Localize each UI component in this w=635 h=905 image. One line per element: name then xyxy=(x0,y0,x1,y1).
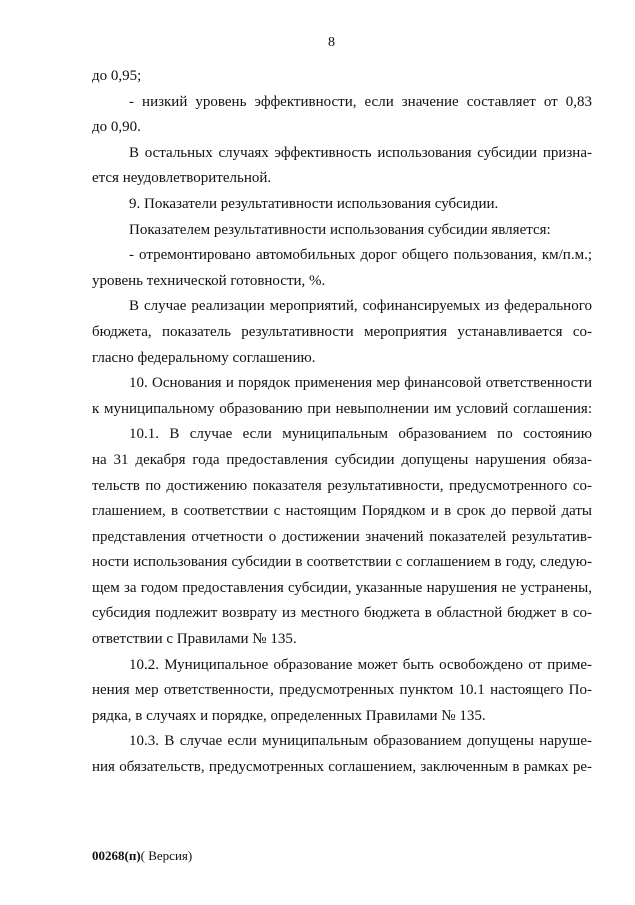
text-line: ности использования субсидии в соответствии с соглашением в году, следую- xyxy=(92,554,592,571)
text-line: бюджета, показатель результативности мероприятия устанавливается со- xyxy=(92,323,592,340)
text-line: на 31 декабря года предоставления субсидии допущены нарушения обяза- xyxy=(92,451,592,468)
text-line: щем за годом предоставления субсидии, указанные нарушения не устранены, xyxy=(92,579,592,596)
text-line: В остальных случаях эффективность использования субсидии призна- xyxy=(129,144,592,161)
text-line: субсидия подлежит возврату из местного бюджета в областной бюджет в со- xyxy=(92,605,592,622)
text-line: рядка, в случаях и порядке, определенных Правилами № 135. xyxy=(92,707,486,724)
text-line: гласно федеральному соглашению. xyxy=(92,349,316,366)
text-line: В случае реализации мероприятий, софинансируемых из федерального xyxy=(129,298,592,315)
text-line: 10.2. Муниципальное образование может быть освобождено от приме- xyxy=(129,656,592,673)
text-line: 9. Показатели результативности использования субсидии. xyxy=(129,195,499,212)
text-line: 10.1. В случае если муниципальным образованием по состоянию xyxy=(129,426,592,443)
text-line: ния обязательств, предусмотренных соглашением, заключенным в рамках ре- xyxy=(92,759,592,776)
text-line: представления отчетности о достижении значений показателей результатив- xyxy=(92,528,592,545)
text-line: глашением, в соответствии с настоящим Порядком и в срок до первой даты xyxy=(92,503,592,520)
text-line: 10. Основания и порядок применения мер финансовой ответственности xyxy=(129,375,592,392)
text-line: 10.3. В случае если муниципальным образованием допущены наруше- xyxy=(129,733,592,750)
text-line: до 0,90. xyxy=(92,119,141,136)
text-line: уровень технической готовности, %. xyxy=(92,272,326,289)
document-footer xyxy=(92,848,192,864)
text-line: до 0,95; xyxy=(92,68,142,84)
text-line: Показателем результативности использования субсидии является: xyxy=(129,221,551,238)
document-body xyxy=(92,64,592,781)
text-line: - отремонтировано автомобильных дорог общего пользования, км/п.м.; xyxy=(129,247,592,264)
page-number: 8 xyxy=(328,35,335,50)
text-line: - низкий уровень эффективности, если значение составляет от 0,83 xyxy=(129,93,592,110)
document-code: 00268(п) xyxy=(92,848,141,863)
text-line: ется неудовлетворительной. xyxy=(92,170,272,187)
text-line: ответствии с Правилами № 135. xyxy=(92,631,297,648)
text-line: нения мер ответственности, предусмотренных пунктом 10.1 настоящего По- xyxy=(92,682,592,699)
text-line: к муниципальному образованию при невыполнении им условий соглашения: xyxy=(92,400,592,417)
document-version: ( Версия) xyxy=(140,848,193,863)
text-line: тельств по достижению показателя результативности, предусмотренного со- xyxy=(92,477,592,494)
